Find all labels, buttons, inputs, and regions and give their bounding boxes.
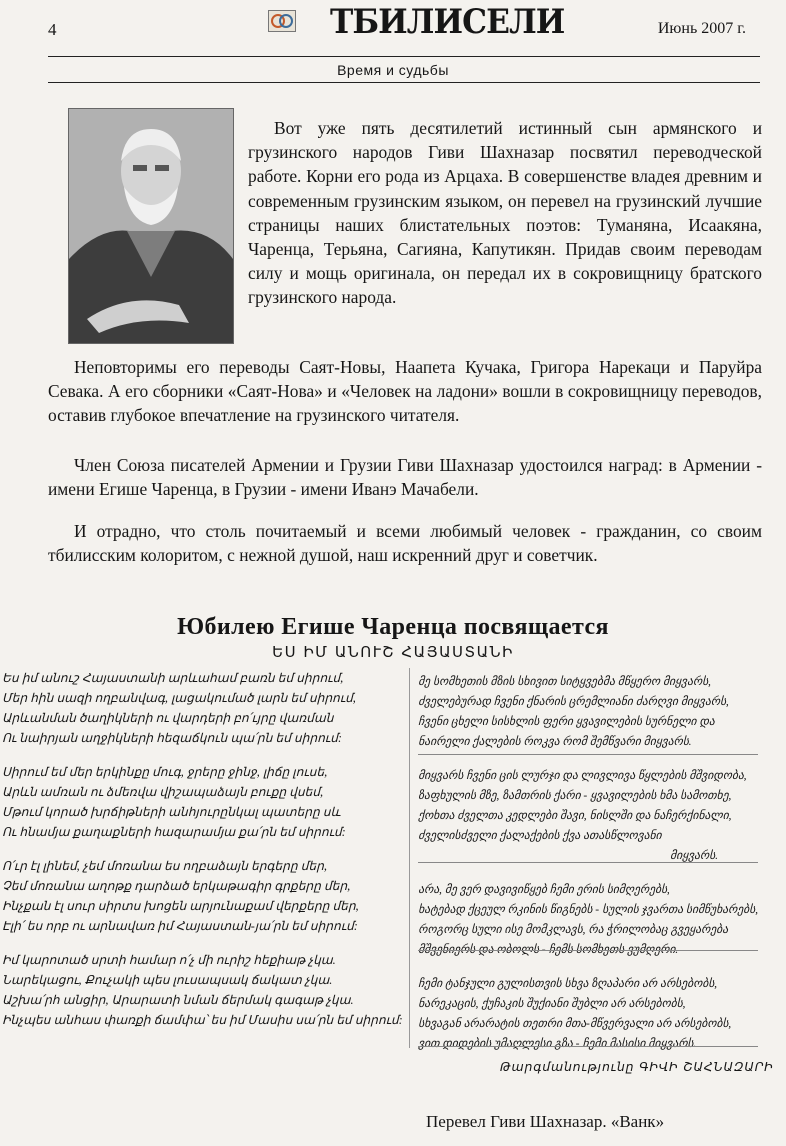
poem-line: Մթում կորած խրճիթների անհյուրընկալ պատերը սև [2,805,341,819]
stanza-separator [418,754,758,755]
poem-line: Ինչպես անհաս փառքի ճամփա՝ ես իմ Մասիս սա՛րն եմ սիրում: [2,1013,403,1027]
article-paragraph-2: Неповторимы его переводы Саят-Новы, Наапета Кучака, Григора Нарекаци и Паруйра Севака. А его сборники «Саят-Нова» и «Человек на ладони» вошли в сокровищницу переводов, оставив глубокое впечатление на грузинского читателя. [48,357,762,426]
poem-line: ნაირელი ქალების როკვა რომ შემწვარი მიყვარს. [418,735,692,748]
poem-line: არა, მე ვერ დავივიწყებ ჩემი ერის სიმღერებს, [418,883,670,896]
poem-line: Մեր հին սազի ողբանվագ, լացակումած լարն եմ սիրում, [2,691,356,705]
poem-line: Իմ կարոտած սրտի համար ո՛չ մի ուրիշ հեքիաթ չկա. [2,953,336,967]
georgian-stanza [418,880,758,960]
armenian-stanza [2,668,408,748]
poem-line: Չեմ մոռանա աղոթք դարձած երկաթագիր գրքերը մեր, [2,879,351,893]
poem-line: მშვენიერს და ობოლს - ჩემს სომხეთს ვუმღერი. [418,943,679,956]
poem-line: ქოხთა ძველთა კედლები შავი, ნისლში და ნაჩერქინალი, [418,809,732,822]
newspaper-logo-icon [268,10,296,32]
poem-line: Արևն ամռան ու ձմեռվա վիշապաձայն բուքը վսեմ, [2,785,324,799]
armenian-stanza [2,856,408,936]
stanza-separator [418,862,758,863]
armenian-stanza [2,950,408,1030]
poem-line-end-word: მიყვარს. [669,849,718,862]
poem-line: Էլի՛ ես որբ ու արնավառ իմ Հայաստան-յա՛րն եմ սիրում: [2,919,358,933]
georgian-stanza [418,974,758,1054]
poem-georgian-column [418,672,758,1068]
translator-line: Թարգմանությունը ԳԻՎԻ ՇԱՀՆԱԶԱՐԻ [500,1059,774,1074]
issue-date: Июнь 2007 г. [657,20,746,37]
poem-line: მიყვარს ჩვენი ცის ლურჯი და ლივლივა წყლების მშვიდობა, [418,769,747,782]
poem-line: ძველებურად ჩვენი ქნარის ცრემლიანი ძარღვი მიყვარს, [418,695,729,708]
jubilee-heading: Юбилею Егише Чаренца посвящается [177,614,609,640]
masthead: ТБИЛИСЕЛИ [330,2,565,42]
page-number: 4 [48,20,57,39]
poem-line: ჩვენი ცხელი სისხლის ფერი ყვავილების სურნელი და [418,715,715,728]
section-title: Время и судьбы [337,62,449,78]
poem-line: Սիրում եմ մեր երկինքը մուգ, ջրերը ջինջ, լիճը լուսե, [2,765,328,779]
poem-armenian-column [2,668,408,1044]
poem-line: ჩემი ტანჯული გულისთვის სხვა ზღაპარი არ არსებობს, [418,977,718,990]
header-rule-bottom [48,82,760,83]
column-divider [409,668,410,1048]
poem-line: მე სომხეთის მზის სხივით სიტყვებმა მწყერო მიყვარს, [418,675,711,688]
poem-line: Նարեկացու, Քուչակի պես լուսապսակ ճակատ չկա. [2,973,333,987]
georgian-stanza [418,766,758,866]
article-paragraph-3: Член Союза писателей Армении и Грузии Гиви Шахназар удостоился наград: в Армении - имени Егише Чаренца, в Грузии - имени Иванэ Мачабели. [48,455,762,500]
article-paragraph-4: И отрадно, что столь почитаемый и всеми любимый человек - гражданин, со своим тбилисским колоритом, с нежной душой, наш искренний друг и советчик. [48,521,762,566]
poem-line: Արևանման ծաղիկների ու վարդերի բո՛ւյրը վառման [2,711,334,725]
poem-line: სხვაგან არარატის თეთრი მთა-მწვერვალი არ არსებობს, [418,1017,732,1030]
stanza-separator [418,950,758,951]
translation-credit: Перевел Гиви Шахназар. «Ванк» [426,1112,665,1131]
armenian-stanza [2,762,408,842]
header-rule-top [48,56,760,57]
poem-line: Ինչքան էլ սուր սիրտս խոցեն արյունաքամ վերքերը մեր, [2,899,359,913]
poem-line: Ու հնամյա քաղաքների հազարամյա քա՛րն եմ սիրում: [2,825,346,839]
poem-line: ზაფხულის მზე, ზამთრის ქარი - ყვავილების ხმა სამოთხე, [418,789,732,802]
poem-line: ნარეკაცის, ქუჩაკის შუქიანი შუბლი არ არსებობს, [418,997,686,1010]
stanza-separator [418,1046,758,1047]
poem-line: ვით დიდების უმაღლესი გზა - ჩემი მასისი მიყვარს. [418,1037,697,1050]
poem-line: ძველისძველი ქალაქების ქვა ათასწლოვანი [418,829,662,842]
poem-line: როგორც სული ისე მომკლავს, რა ჭრილობაც გვეყარება [418,923,728,936]
poem-line: Ու նաիրյան աղջիկների հեզաճկուն պա՛րն եմ սիրում: [2,731,342,745]
poem-line: Աշխա՛րհ անցիր, Արարատի նման ճերմակ գագաթ չկա. [2,993,354,1007]
poem-title: ԵՍ ԻՄ ԱՆՈՒՇ ՀԱՅԱՍՏԱՆԻ [272,643,514,661]
portrait-photo [68,108,234,344]
georgian-stanza [418,672,758,752]
poem-line: Ո՛ւր էլ լինեմ, չեմ մոռանա ես ողբաձայն երգերը մեր, [2,859,327,873]
poem-line: Ես իմ անուշ Հայաստանի արևահամ բառն եմ սիրում, [2,671,344,685]
poem-line: ხატებად ქცეულ რკინის წიგნებს - სულის ჯვართა სიმწუხარებს, [418,903,758,916]
article-intro: Вот уже пять десятилетий истинный сын армянского и грузинского народов Гиви Шахназар посвятил переводческой работе. Корни его рода из Арцаха. В совершенстве владея древним и современным грузинским языком, он перевел на грузинский лучшие страницы наших блистательных поэтов: Туманяна, Исаакяна, Чаренца, Терьяна, Сагияна, Капутикян. Придав своим переводам силу и мощь оригинала, он передал их в сокровищницу братского грузинского народа. [248,118,762,308]
